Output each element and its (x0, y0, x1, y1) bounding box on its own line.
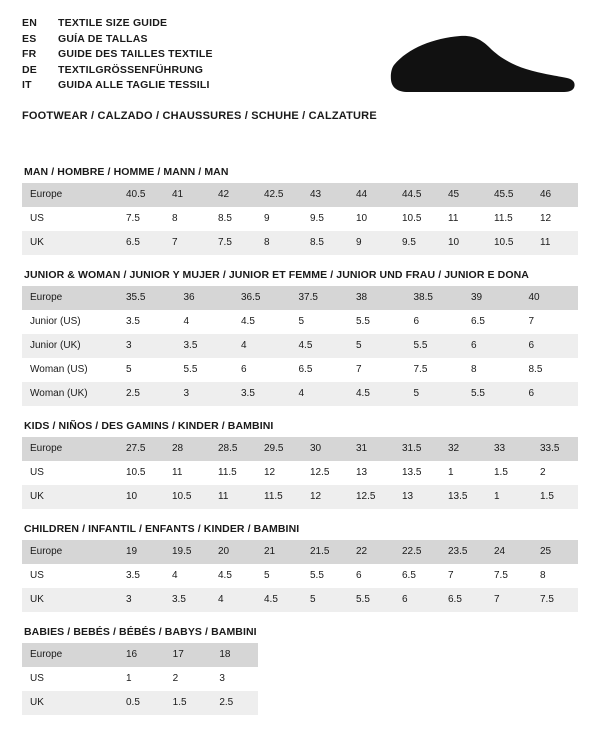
size-cell: 3.5 (233, 382, 291, 406)
size-cell: 17 (165, 643, 212, 667)
size-cell: 9.5 (394, 231, 440, 255)
size-cell: 1.5 (486, 461, 532, 485)
size-cell: 10.5 (486, 231, 532, 255)
size-cell: 2 (532, 461, 578, 485)
table-row (22, 334, 578, 358)
row-label: Woman (UK) (22, 382, 118, 406)
size-cell: 33.5 (532, 437, 578, 461)
size-cell: 2.5 (211, 691, 258, 715)
size-cell: 3.5 (176, 334, 234, 358)
size-section (22, 420, 578, 509)
size-cell: 8.5 (302, 231, 348, 255)
size-cell: 32 (440, 437, 486, 461)
dress-shoe-icon (386, 26, 576, 98)
table-row (22, 588, 578, 612)
size-cell: 5 (406, 382, 464, 406)
language-title: GUIDE DES TAILLES TEXTILE (58, 48, 213, 61)
size-cell: 3.5 (118, 564, 164, 588)
size-cell: 46 (532, 183, 578, 207)
table-row (22, 564, 578, 588)
size-cell: 6.5 (118, 231, 164, 255)
table-row (22, 461, 578, 485)
size-cell: 9 (256, 207, 302, 231)
size-cell: 11.5 (486, 207, 532, 231)
size-section-title: KIDS / NIÑOS / DES GAMINS / KINDER / BAMBINI (24, 420, 274, 432)
size-cell: 5.5 (348, 310, 406, 334)
language-code: ES (22, 32, 37, 45)
size-cell: 6 (348, 564, 394, 588)
size-cell: 6 (406, 310, 464, 334)
table-row (22, 691, 258, 715)
size-cell: 11.5 (210, 461, 256, 485)
row-label: US (22, 461, 118, 485)
size-cell: 6 (463, 334, 521, 358)
size-cell: 31 (348, 437, 394, 461)
size-cell: 8 (164, 207, 210, 231)
size-cell: 6.5 (394, 564, 440, 588)
size-cell: 3 (211, 667, 258, 691)
size-cell: 13.5 (394, 461, 440, 485)
row-label: Europe (22, 286, 118, 310)
language-row (22, 78, 213, 94)
size-sections (22, 166, 578, 729)
size-cell: 10 (118, 485, 164, 509)
size-cell: 10.5 (164, 485, 210, 509)
size-cell: 5 (118, 358, 176, 382)
language-row (22, 32, 213, 48)
size-cell: 1 (118, 667, 165, 691)
size-cell: 1.5 (532, 485, 578, 509)
size-cell: 4 (291, 382, 349, 406)
size-table (22, 540, 578, 612)
size-cell: 7 (164, 231, 210, 255)
size-cell: 22 (348, 540, 394, 564)
size-section-title: CHILDREN / INFANTIL / ENFANTS / KINDER / BAMBINI (24, 523, 300, 535)
table-row (22, 310, 578, 334)
size-cell: 7.5 (118, 207, 164, 231)
size-cell: 4 (164, 564, 210, 588)
table-row (22, 207, 578, 231)
size-cell: 44.5 (394, 183, 440, 207)
size-cell: 8.5 (210, 207, 256, 231)
row-label: Woman (US) (22, 358, 118, 382)
row-label: UK (22, 485, 118, 509)
size-cell: 4.5 (348, 382, 406, 406)
size-cell: 24 (486, 540, 532, 564)
size-cell: 5.5 (302, 564, 348, 588)
size-section (22, 269, 578, 406)
size-cell: 22.5 (394, 540, 440, 564)
size-cell: 37.5 (291, 286, 349, 310)
size-cell: 11.5 (256, 485, 302, 509)
size-cell: 41 (164, 183, 210, 207)
size-table (22, 286, 578, 406)
size-cell: 1 (440, 461, 486, 485)
size-cell: 7.5 (210, 231, 256, 255)
size-cell: 4 (233, 334, 291, 358)
row-label: UK (22, 231, 118, 255)
size-cell: 13.5 (440, 485, 486, 509)
size-cell: 18 (211, 643, 258, 667)
row-label: Junior (US) (22, 310, 118, 334)
size-cell: 16 (118, 643, 165, 667)
size-cell: 36.5 (233, 286, 291, 310)
size-cell: 36 (176, 286, 234, 310)
size-section-title: MAN / HOMBRE / HOMME / MANN / MAN (24, 166, 229, 178)
size-cell: 3 (176, 382, 234, 406)
size-cell: 6 (233, 358, 291, 382)
language-code: EN (22, 17, 37, 29)
size-cell: 8 (463, 358, 521, 382)
size-cell: 27.5 (118, 437, 164, 461)
size-cell: 4.5 (291, 334, 349, 358)
category-line: FOOTWEAR / CALZADO / CHAUSSURES / SCHUHE / CALZATURE (22, 110, 377, 122)
size-cell: 7 (521, 310, 579, 334)
size-cell: 0.5 (118, 691, 165, 715)
size-cell: 4 (210, 588, 256, 612)
size-cell: 5.5 (176, 358, 234, 382)
size-cell: 42.5 (256, 183, 302, 207)
table-row (22, 540, 578, 564)
size-cell: 9.5 (302, 207, 348, 231)
table-row (22, 183, 578, 207)
size-cell: 11 (440, 207, 486, 231)
size-cell: 21 (256, 540, 302, 564)
size-cell: 5.5 (348, 588, 394, 612)
size-cell: 28 (164, 437, 210, 461)
size-cell: 10 (348, 207, 394, 231)
language-title-list (22, 16, 213, 94)
language-title: TEXTILGRÖSSENFÜHRUNG (58, 63, 204, 76)
size-cell: 7 (486, 588, 532, 612)
row-label: UK (22, 691, 118, 715)
table-row (22, 485, 578, 509)
size-cell: 19 (118, 540, 164, 564)
table-row (22, 286, 578, 310)
size-cell: 38.5 (406, 286, 464, 310)
size-cell: 9 (348, 231, 394, 255)
size-cell: 31.5 (394, 437, 440, 461)
size-cell: 1 (486, 485, 532, 509)
row-label: US (22, 207, 118, 231)
row-label: Europe (22, 643, 118, 667)
size-cell: 11 (532, 231, 578, 255)
table-row (22, 358, 578, 382)
size-cell: 3.5 (118, 310, 176, 334)
size-cell: 21.5 (302, 540, 348, 564)
size-cell: 10.5 (118, 461, 164, 485)
size-cell: 12 (302, 485, 348, 509)
size-section-title: JUNIOR & WOMAN / JUNIOR Y MUJER / JUNIOR ET FEMME / JUNIOR UND FRAU / JUNIOR E DONA (24, 269, 529, 281)
size-cell: 5.5 (463, 382, 521, 406)
size-cell: 13 (394, 485, 440, 509)
size-cell: 5 (348, 334, 406, 358)
size-cell: 12 (256, 461, 302, 485)
size-cell: 6.5 (291, 358, 349, 382)
size-section (22, 166, 578, 255)
size-cell: 3 (118, 334, 176, 358)
document-header (0, 0, 600, 122)
size-cell: 40.5 (118, 183, 164, 207)
size-cell: 40 (521, 286, 579, 310)
language-title: GUIDA ALLE TAGLIE TESSILI (58, 79, 210, 92)
language-code: IT (22, 79, 32, 92)
row-label: US (22, 564, 118, 588)
row-label: Europe (22, 183, 118, 207)
size-cell: 19.5 (164, 540, 210, 564)
size-cell: 4.5 (210, 564, 256, 588)
size-cell: 45.5 (486, 183, 532, 207)
size-cell: 13 (348, 461, 394, 485)
row-label: US (22, 667, 118, 691)
table-row (22, 667, 258, 691)
table-row (22, 231, 578, 255)
size-cell: 5 (302, 588, 348, 612)
size-cell: 44 (348, 183, 394, 207)
language-row (22, 16, 213, 32)
size-cell: 5.5 (406, 334, 464, 358)
size-cell: 3.5 (164, 588, 210, 612)
size-table (22, 437, 578, 509)
table-row (22, 382, 578, 406)
size-cell: 11 (164, 461, 210, 485)
language-title: TEXTILE SIZE GUIDE (58, 17, 168, 29)
size-cell: 3 (118, 588, 164, 612)
size-section (22, 523, 578, 612)
size-cell: 11 (210, 485, 256, 509)
size-cell: 10 (440, 231, 486, 255)
size-cell: 6 (521, 382, 579, 406)
size-cell: 25 (532, 540, 578, 564)
size-cell: 42 (210, 183, 256, 207)
size-cell: 6 (521, 334, 579, 358)
size-cell: 4.5 (256, 588, 302, 612)
size-cell: 45 (440, 183, 486, 207)
size-cell: 8.5 (521, 358, 579, 382)
table-row (22, 437, 578, 461)
size-cell: 28.5 (210, 437, 256, 461)
size-cell: 6.5 (440, 588, 486, 612)
size-cell: 7.5 (406, 358, 464, 382)
size-cell: 1.5 (165, 691, 212, 715)
size-cell: 20 (210, 540, 256, 564)
row-label: Europe (22, 437, 118, 461)
size-cell: 8 (256, 231, 302, 255)
row-label: UK (22, 588, 118, 612)
size-cell: 33 (486, 437, 532, 461)
size-section (22, 626, 578, 715)
size-cell: 39 (463, 286, 521, 310)
size-cell: 4.5 (233, 310, 291, 334)
size-cell: 29.5 (256, 437, 302, 461)
size-cell: 2 (165, 667, 212, 691)
language-row (22, 47, 213, 63)
size-cell: 7.5 (532, 588, 578, 612)
size-cell: 30 (302, 437, 348, 461)
row-label: Junior (UK) (22, 334, 118, 358)
size-cell: 7 (348, 358, 406, 382)
size-cell: 7.5 (486, 564, 532, 588)
size-cell: 12.5 (348, 485, 394, 509)
size-cell: 6.5 (463, 310, 521, 334)
size-cell: 38 (348, 286, 406, 310)
size-table (22, 183, 578, 255)
size-cell: 12.5 (302, 461, 348, 485)
language-code: DE (22, 63, 37, 76)
size-table (22, 643, 258, 715)
language-row (22, 63, 213, 79)
size-cell: 43 (302, 183, 348, 207)
size-cell: 5 (256, 564, 302, 588)
size-cell: 12 (532, 207, 578, 231)
size-section-title: BABIES / BEBÉS / BÉBÉS / BABYS / BAMBINI (24, 626, 257, 638)
size-cell: 8 (532, 564, 578, 588)
size-cell: 35.5 (118, 286, 176, 310)
size-cell: 6 (394, 588, 440, 612)
size-cell: 4 (176, 310, 234, 334)
row-label: Europe (22, 540, 118, 564)
language-title-list-body (22, 16, 213, 94)
table-row (22, 643, 258, 667)
size-cell: 2.5 (118, 382, 176, 406)
language-code: FR (22, 48, 37, 61)
size-cell: 10.5 (394, 207, 440, 231)
size-cell: 23.5 (440, 540, 486, 564)
size-cell: 7 (440, 564, 486, 588)
size-cell: 5 (291, 310, 349, 334)
language-title: GUÍA DE TALLAS (58, 32, 148, 45)
